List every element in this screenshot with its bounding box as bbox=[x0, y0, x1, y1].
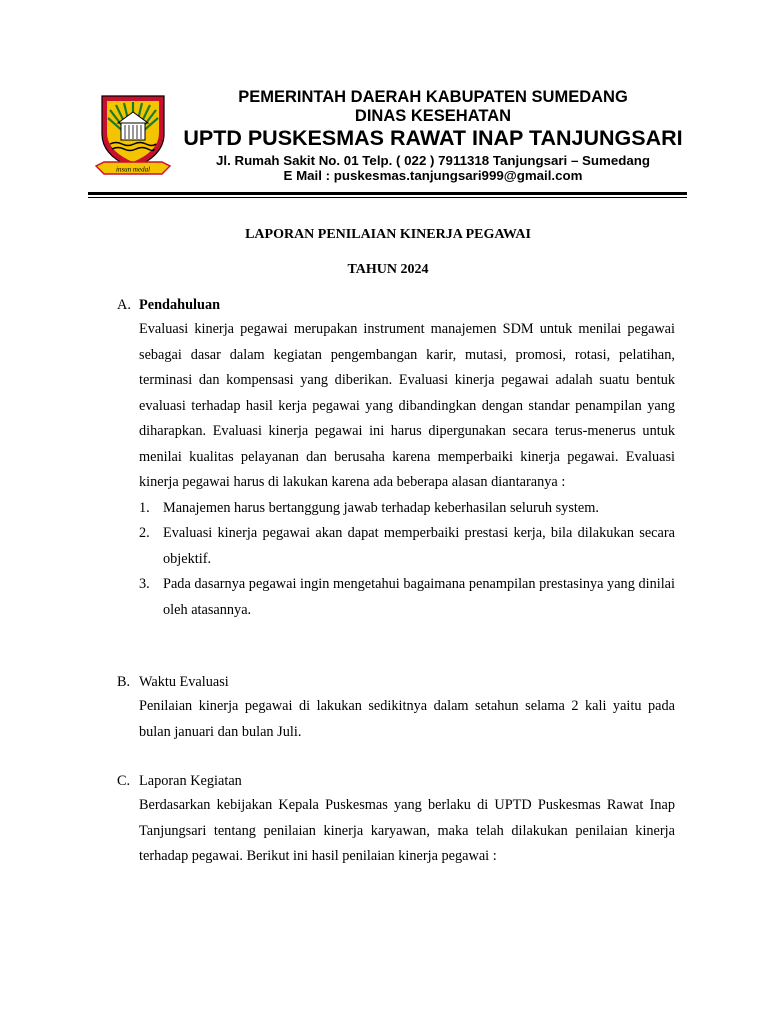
section-c bbox=[117, 771, 675, 870]
letterhead-text bbox=[178, 84, 688, 183]
section-paragraph: Penilaian kinerja pegawai di lakukan sedikitnya dalam setahun selama 2 kali yaitu pada bulan januari dan bulan Juli. bbox=[139, 698, 675, 740]
section-b bbox=[117, 672, 675, 745]
list-text: Evaluasi kinerja pegawai akan dapat memperbaiki prestasi kerja, bila dilakukan secara objektif. bbox=[163, 525, 675, 567]
sumedang-emblem-icon bbox=[94, 88, 172, 180]
letterhead-divider-thin bbox=[88, 197, 687, 198]
section-heading bbox=[117, 295, 675, 315]
list-item bbox=[117, 521, 675, 572]
section-title: Waktu Evaluasi bbox=[139, 674, 229, 690]
list-number: 2. bbox=[139, 525, 150, 541]
department-name: DINAS KESEHATAN bbox=[354, 107, 512, 125]
section-letter: C. bbox=[117, 773, 131, 789]
section-heading bbox=[117, 672, 675, 692]
list-text: Pada dasarnya pegawai ingin mengetahui bagaimana penampilan prestasinya yang dinilai oleh atasannya. bbox=[163, 576, 675, 618]
section-paragraph: Berdasarkan kebijakan Kepala Puskesmas yang berlaku di UPTD Puskesmas Rawat Inap Tanjungsari tentang penilaian kinerja karyawan, maka telah dilakukan penilaian kinerja terhadap pegawai. Berikut ini hasil penilaian kinerja pegawai : bbox=[139, 797, 675, 864]
section-letter: B. bbox=[117, 674, 131, 690]
list-item bbox=[117, 572, 675, 623]
list-text: Manajemen harus bertanggung jawab terhadap keberhasilan seluruh system. bbox=[163, 499, 599, 516]
list-item bbox=[117, 496, 675, 522]
list-number: 1. bbox=[139, 499, 150, 516]
letterhead-divider-thick bbox=[88, 192, 687, 195]
government-name: PEMERINTAH DAERAH KABUPATEN SUMEDANG bbox=[238, 88, 628, 106]
email-line: E Mail : puskesmas.tanjungsari999@gmail.com bbox=[283, 168, 583, 183]
address-line: Jl. Rumah Sakit No. 01 Telp. ( 022 ) 7911318 Tanjungsari – Sumedang bbox=[215, 153, 651, 168]
reason-list bbox=[117, 496, 675, 624]
section-a bbox=[117, 295, 675, 623]
document-title: LAPORAN PENILAIAN KINERJA PEGAWAI bbox=[245, 227, 531, 242]
document-year: TAHUN 2024 bbox=[347, 262, 429, 277]
logo-motto: insun medal bbox=[115, 165, 151, 174]
list-number: 3. bbox=[139, 576, 150, 592]
section-heading bbox=[117, 771, 675, 791]
letterhead bbox=[88, 84, 688, 194]
section-title: Pendahuluan bbox=[139, 297, 221, 313]
section-paragraph: Evaluasi kinerja pegawai merupakan instrument manajemen SDM untuk menilai pegawai sebagai dasar dalam kegiatan pengembangan karir, mutasi, promosi, rotasi, pelatihan, terminasi dan kompensasi yang diberikan. Evaluasi kinerja pegawai adalah suatu bentuk evaluasi terhadap hasil kerja pegawai yang dibandingkan dengan standar penampilan yang diharapkan. Evaluasi kinerja pegawai ini harus dipergunakan secara terus-menerus untuk menilai kualitas pelayanan dan berusaha karena memperbaiki kinerja pegawai. Evaluasi kinerja pegawai harus di lakukan karena ada beberapa alasan diantaranya : bbox=[139, 321, 675, 490]
institution-name: UPTD PUSKESMAS RAWAT INAP TANJUNGSARI bbox=[183, 126, 683, 150]
section-title: Laporan Kegiatan bbox=[139, 773, 242, 789]
section-letter: A. bbox=[117, 297, 131, 313]
